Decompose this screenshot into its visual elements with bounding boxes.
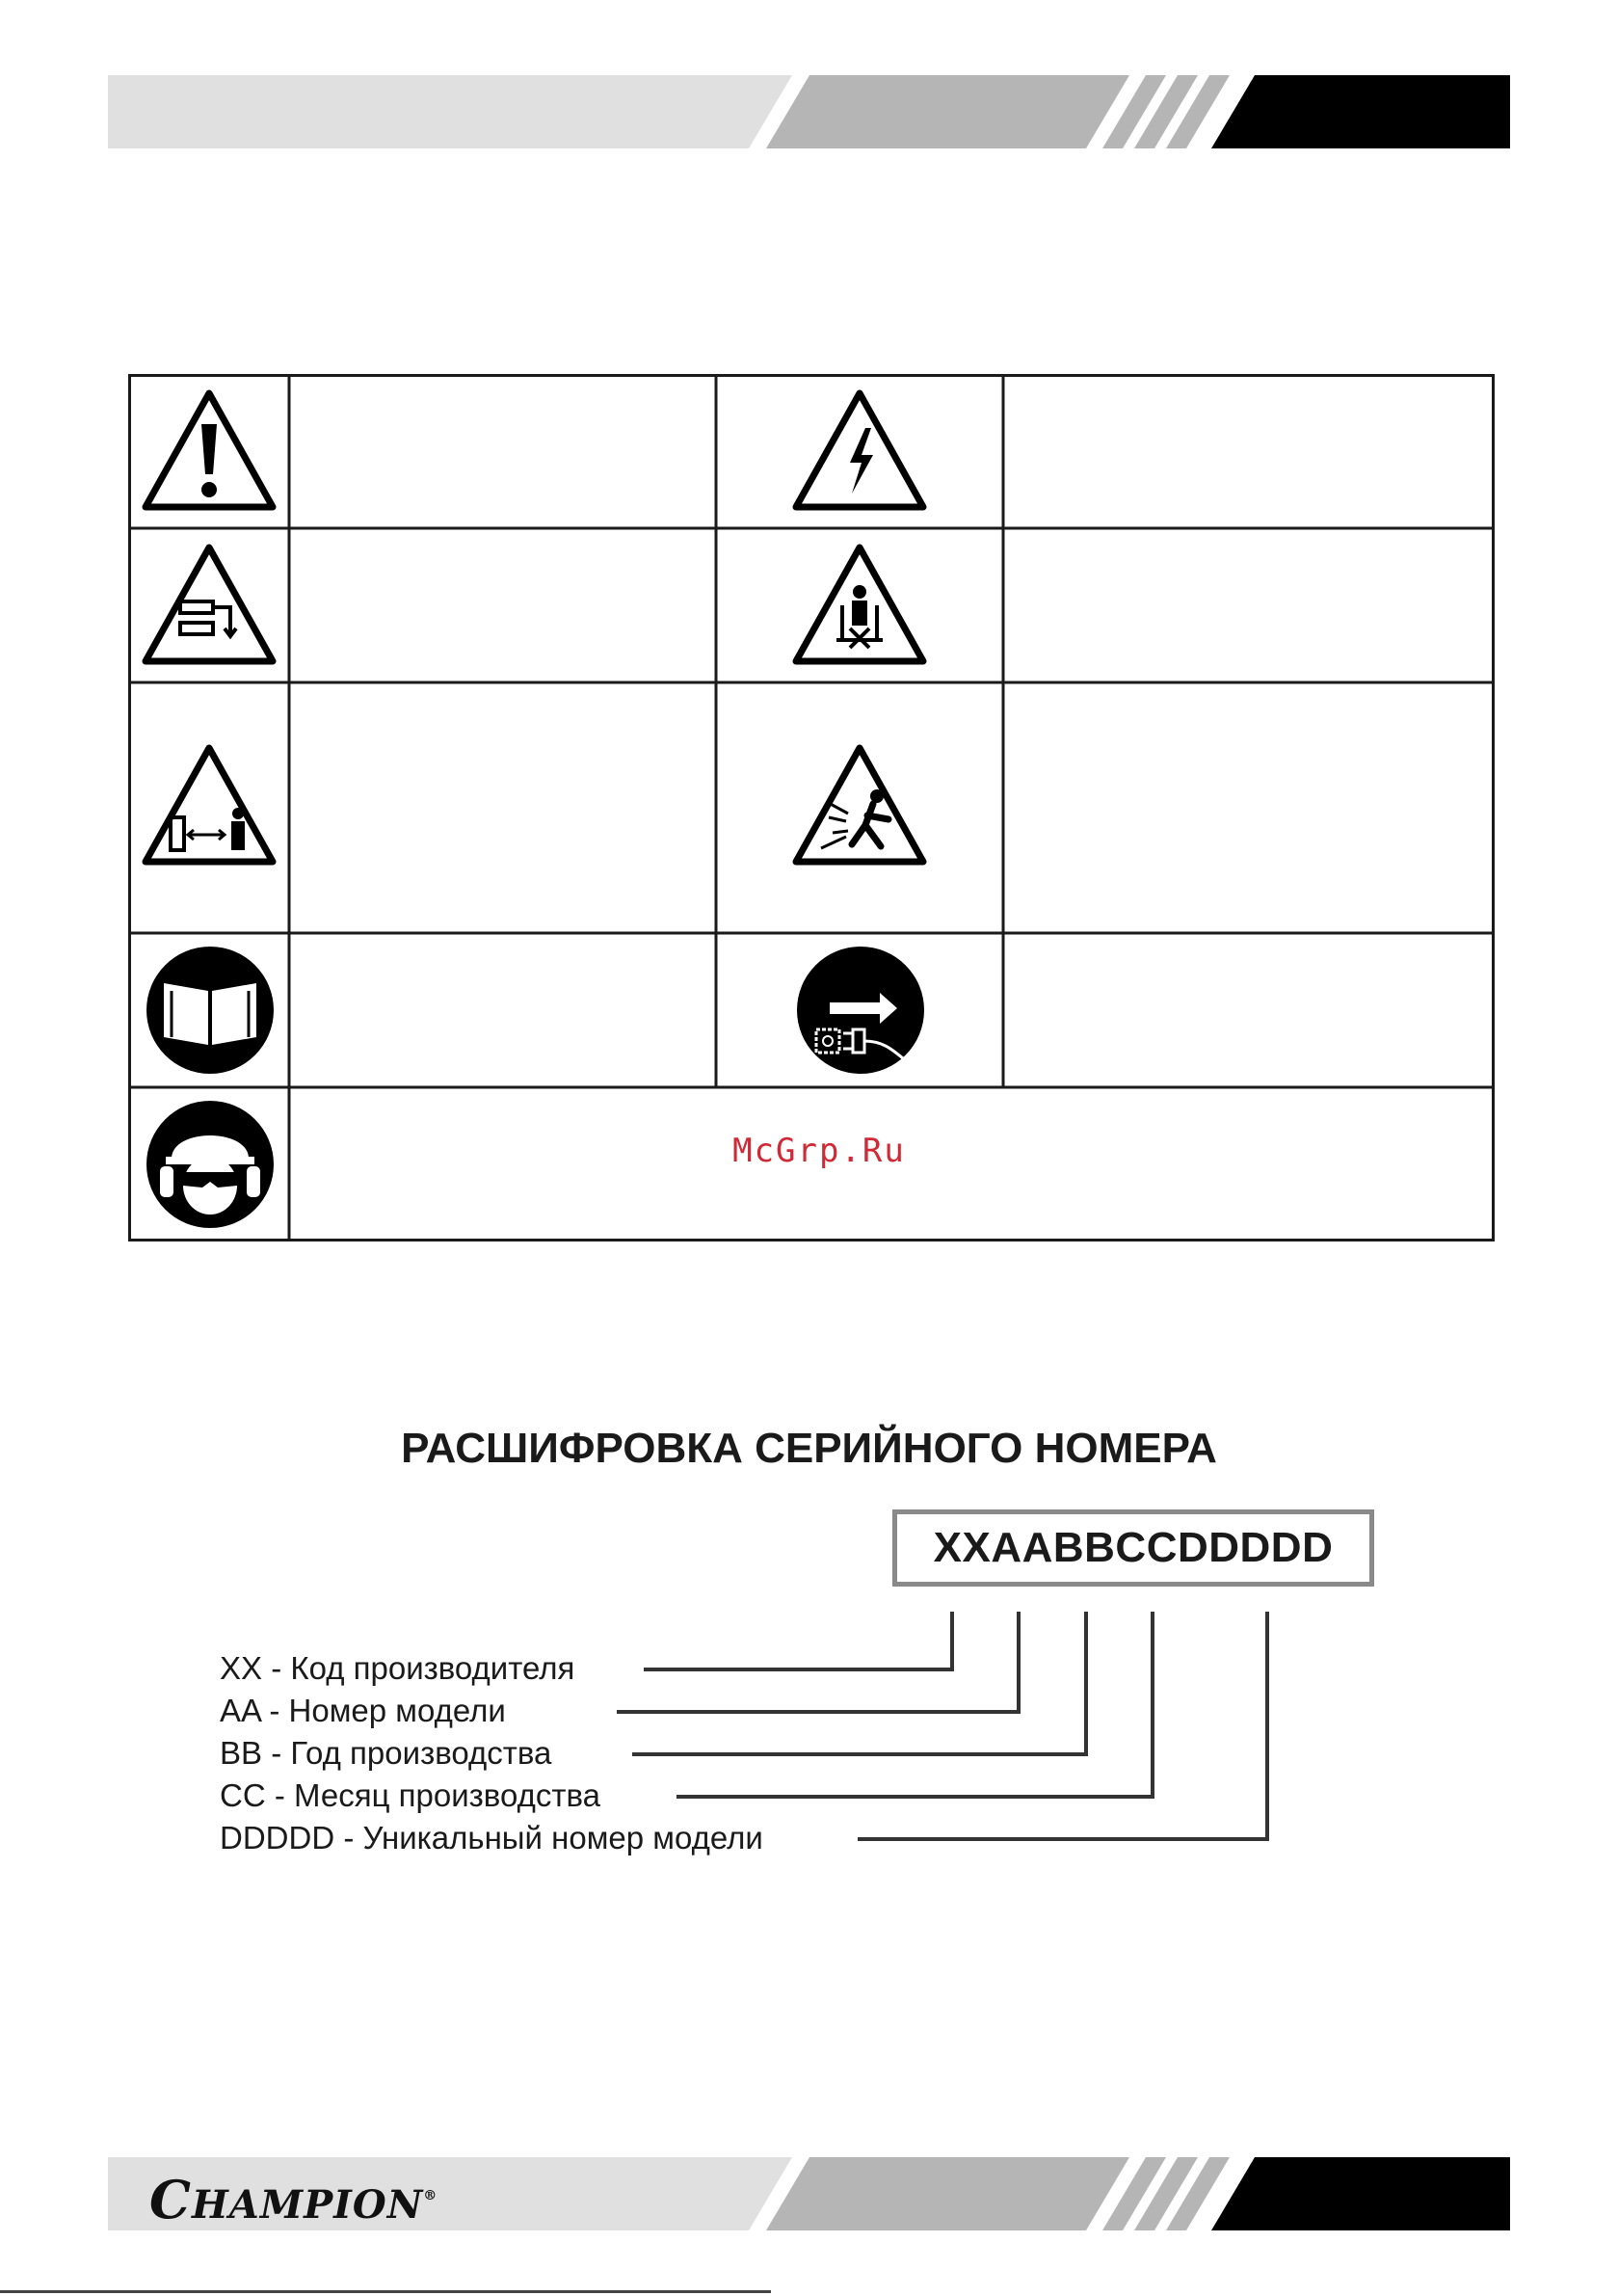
warning-exclamation-icon xyxy=(138,386,280,517)
keep-distance-icon xyxy=(138,740,280,871)
wear-protective-equipment-icon xyxy=(145,1099,276,1230)
watermark: McGrp.Ru xyxy=(732,1132,906,1170)
serial-legend-item: BB - Год производства xyxy=(220,1735,552,1771)
registered-mark: ® xyxy=(423,2188,438,2203)
serial-legend-item: CC - Месяц производства xyxy=(220,1777,600,1813)
header-stripe-graphic xyxy=(108,75,1510,148)
crush-hazard-icon xyxy=(138,540,280,671)
logo-initial: C xyxy=(149,2169,192,2230)
electric-shock-warning-icon xyxy=(788,386,931,517)
disconnect-power-icon xyxy=(795,945,926,1076)
serial-legend-item: XX - Код производителя xyxy=(220,1650,575,1686)
read-manual-icon xyxy=(145,945,276,1076)
no-riding-warning-icon xyxy=(788,540,931,671)
header-band xyxy=(108,75,1510,148)
thrown-objects-warning-icon xyxy=(788,740,931,871)
serial-heading: РАСШИФРОВКА СЕРИЙНОГО НОМЕРА xyxy=(401,1425,1217,1472)
serial-code-box: XXAABBCCDDDDD xyxy=(892,1509,1374,1587)
safety-symbols-table xyxy=(128,374,1495,1241)
serial-legend-item: AA - Номер модели xyxy=(220,1693,506,1728)
bottom-rule xyxy=(0,2290,771,2293)
champion-logo xyxy=(149,2169,438,2230)
serial-legend-item: DDDDD - Уникальный номер модели xyxy=(220,1820,763,1855)
logo-rest: HAMPION xyxy=(191,2182,424,2228)
